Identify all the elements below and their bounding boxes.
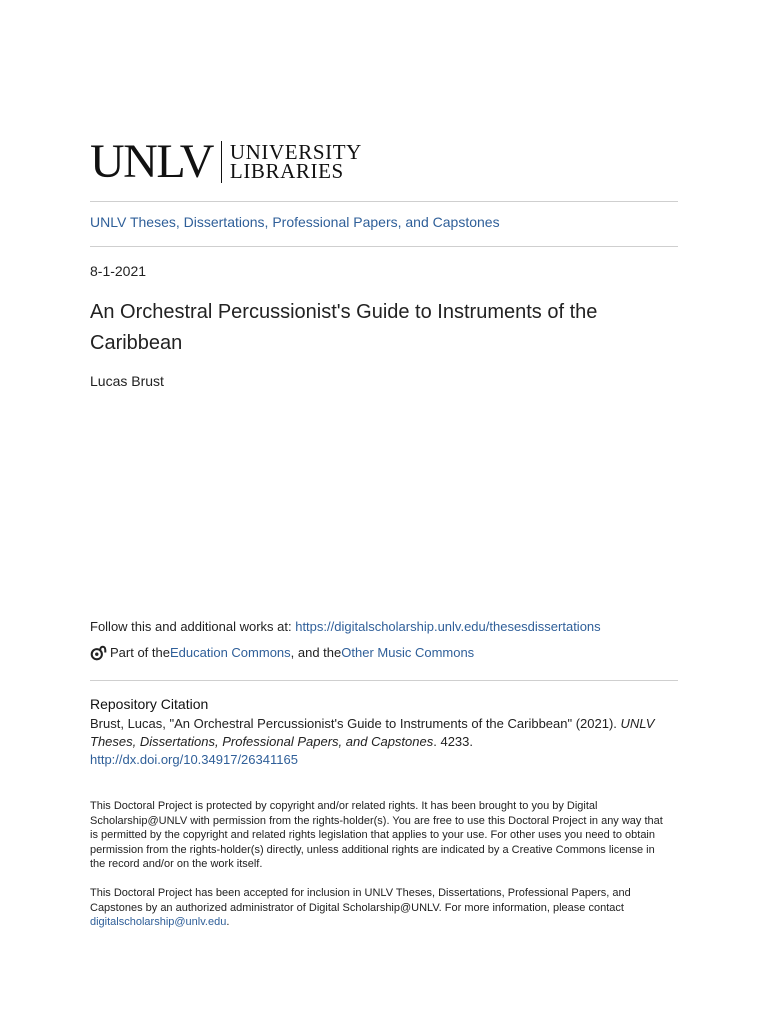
collection-url-link[interactable]: https://digitalscholarship.unlv.edu/thesesdissertations [295, 619, 601, 634]
logo-line-2: LIBRARIES [229, 159, 344, 183]
publication-date: 8-1-2021 [90, 263, 147, 279]
logo-wordmark: UNLV [90, 135, 213, 188]
contact-email-link[interactable]: digitalscholarship@unlv.edu [90, 916, 227, 929]
open-access-icon [90, 644, 107, 661]
follow-line [90, 619, 601, 634]
logo-subtitle [229, 140, 362, 183]
unlv-libraries-logo[interactable] [90, 135, 362, 188]
divider-citation [90, 680, 678, 681]
part-of-middle: , and the [290, 645, 342, 660]
divider-series [90, 246, 678, 247]
acceptance-end: . [226, 916, 230, 929]
part-of-prefix: Part of the [110, 645, 170, 660]
citation-series: UNLV Theses, Dissertations, Professional Papers, and Capstones [90, 716, 655, 749]
citation-number: . 4233. [433, 734, 473, 749]
acceptance-text: This Doctoral Project has been accepted for inclusion in UNLV Theses, Dissertations, Professional Papers, and Capstones by an authorized administrator of Digital Scholarship@UNLV. For more information, please contact [90, 887, 631, 914]
document-title: An Orchestral Percussionist's Guide to Instruments of the Caribbean [90, 301, 598, 354]
part-of-line [90, 644, 474, 661]
rights-statement: This Doctoral Project is protected by copyright and/or related rights. It has been brought to you by Digital Scholarship@UNLV with permission from the rights-holder(s). You are free to use this Doctoral Project in any way that is permitted by the copyright and related rights legislation that applies to your use. For other uses you need to obtain permission from the rights-holder(s) directly, unless additional rights are indicated by a Creative Commons license in the record and/or on the work itself. [90, 800, 663, 871]
citation-plain: Brust, Lucas, "An Orchestral Percussionist's Guide to Instruments of the Caribbean" (2021). [90, 716, 621, 731]
logo-line-1: UNIVERSITY [229, 140, 362, 164]
logo-divider [221, 141, 222, 183]
divider-top [90, 201, 678, 202]
series-link[interactable]: UNLV Theses, Dissertations, Professional Papers, and Capstones [90, 214, 500, 230]
repository-citation-heading: Repository Citation [90, 696, 209, 712]
acceptance-statement [90, 886, 670, 930]
doi-link[interactable]: http://dx.doi.org/10.34917/26341165 [90, 752, 298, 767]
education-commons-link[interactable]: Education Commons [169, 645, 291, 660]
other-music-commons-link[interactable]: Other Music Commons [341, 645, 475, 660]
author-name: Lucas Brust [90, 373, 164, 389]
repository-citation-text [90, 715, 678, 769]
follow-prefix: Follow this and additional works at: [90, 619, 296, 634]
